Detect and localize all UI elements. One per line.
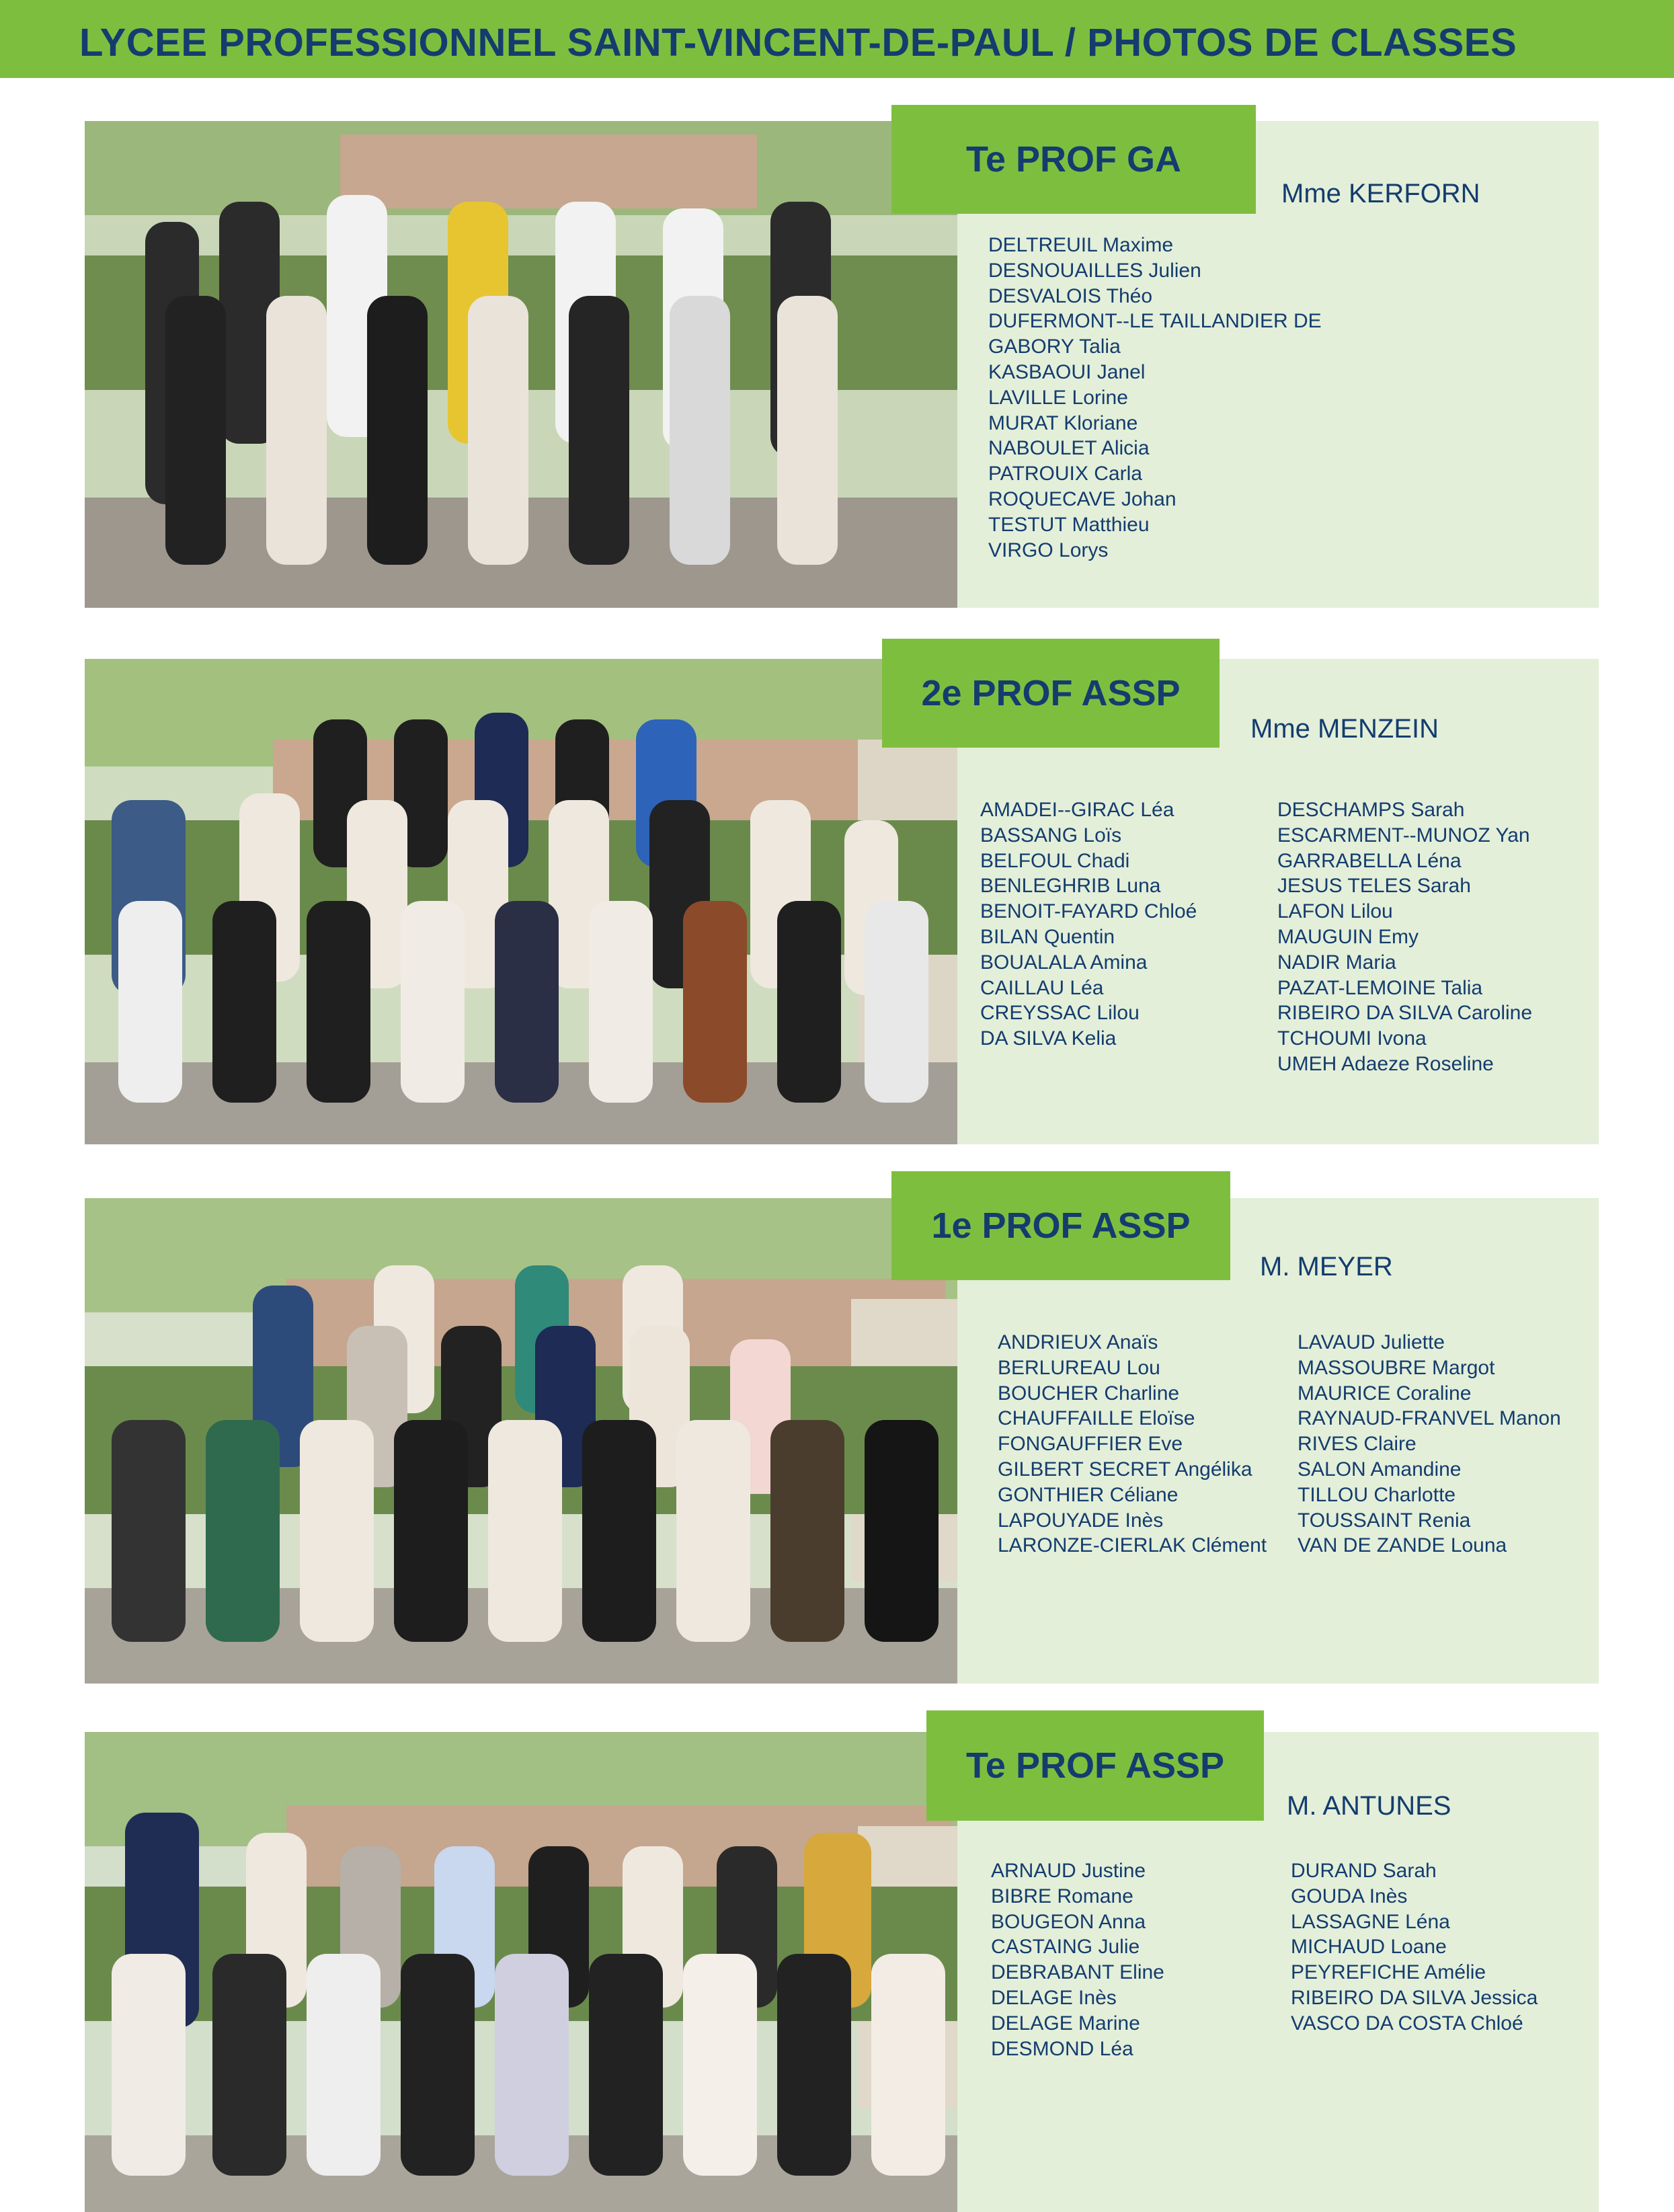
- class-section-1e-prof-assp: [0, 1198, 1674, 1684]
- student-name: MICHAUD Loane: [1291, 1936, 1447, 1959]
- class-group-photo-icon: [85, 121, 957, 608]
- student-name: LARONZE-CIERLAK Clément: [998, 1534, 1267, 1557]
- student-name: JESUS TELES Sarah: [1277, 875, 1471, 898]
- student-list-col1: [980, 797, 1197, 1052]
- class-label: 2e PROF ASSP: [882, 639, 1220, 748]
- student-name: RIBEIRO DA SILVA Jessica: [1291, 1986, 1538, 2009]
- student-name: LASSAGNE Léna: [1291, 1910, 1450, 1933]
- student-name: CAILLAU Léa: [980, 976, 1104, 999]
- student-name: GABORY Talia: [988, 335, 1121, 358]
- student-name: ANDRIEUX Anaïs: [998, 1331, 1158, 1353]
- class-photo: [85, 121, 957, 608]
- student-name: BERLUREAU Lou: [998, 1356, 1160, 1379]
- student-name: DEBRABANT Eline: [991, 1961, 1164, 1984]
- student-name: PEYREFICHE Amélie: [1291, 1961, 1486, 1984]
- class-photo: [85, 1198, 957, 1684]
- student-name: UMEH Adaeze Roseline: [1277, 1052, 1494, 1075]
- class-label: Te PROF GA: [891, 105, 1256, 214]
- student-name: PATROUIX Carla: [988, 463, 1142, 485]
- student-name: PAZAT-LEMOINE Talia: [1277, 976, 1483, 999]
- student-name: ESCARMENT--MUNOZ Yan: [1277, 824, 1530, 846]
- class-photo: [85, 659, 957, 1144]
- student-name: DESMOND Léa: [991, 2037, 1133, 2060]
- class-label: Te PROF ASSP: [926, 1710, 1264, 1821]
- student-name: CHAUFFAILLE Eloïse: [998, 1407, 1195, 1430]
- student-name: DA SILVA Kelia: [980, 1027, 1117, 1050]
- student-name: LAVAUD Juliette: [1298, 1331, 1445, 1353]
- class-group-photo-icon: [85, 1198, 957, 1684]
- student-list-col2: [1298, 1330, 1561, 1558]
- student-name: ROQUECAVE Johan: [988, 487, 1177, 510]
- teacher-name: Mme MENZEIN: [1250, 714, 1439, 744]
- student-name: GARRABELLA Léna: [1277, 849, 1462, 872]
- student-list-col2: [1291, 1858, 1538, 2037]
- student-name: DELAGE Marine: [991, 2012, 1140, 2035]
- student-name: SALON Amandine: [1298, 1458, 1462, 1480]
- teacher-name: M. ANTUNES: [1287, 1791, 1451, 1821]
- student-name: VASCO DA COSTA Chloé: [1291, 2012, 1523, 2035]
- student-name: GOUDA Inès: [1291, 1885, 1408, 1907]
- class-photo: [85, 1732, 957, 2212]
- teacher-name: Mme KERFORN: [1281, 179, 1480, 208]
- student-name: ARNAUD Justine: [991, 1860, 1146, 1882]
- student-name: TESTUT Matthieu: [988, 513, 1150, 536]
- student-name: BASSANG Loïs: [980, 824, 1122, 846]
- student-name: LAVILLE Lorine: [988, 386, 1128, 409]
- class-section-2e-prof-assp: [0, 659, 1674, 1144]
- student-name: BENOIT-FAYARD Chloé: [980, 900, 1197, 923]
- student-name: CASTAING Julie: [991, 1936, 1140, 1959]
- student-name: NADIR Maria: [1277, 951, 1396, 974]
- student-name: DUFERMONT--LE TAILLANDIER DE: [988, 310, 1322, 333]
- student-name: DESCHAMPS Sarah: [1277, 799, 1465, 821]
- student-name: MAURICE Coraline: [1298, 1382, 1472, 1405]
- student-name: VAN DE ZANDE Louna: [1298, 1534, 1507, 1557]
- student-name: RAYNAUD-FRANVEL Manon: [1298, 1407, 1561, 1430]
- class-section-te-prof-assp: [0, 1732, 1674, 2212]
- student-name: BOUGEON Anna: [991, 1910, 1146, 1933]
- student-name: BENLEGHRIB Luna: [980, 875, 1161, 898]
- student-name: LAFON Lilou: [1277, 900, 1393, 923]
- student-list-col2: [1277, 797, 1532, 1077]
- student-name: BOUALALA Amina: [980, 951, 1148, 974]
- student-name: MURAT Kloriane: [988, 411, 1138, 434]
- student-name: TCHOUMI Ivona: [1277, 1027, 1427, 1050]
- teacher-name: M. MEYER: [1260, 1252, 1393, 1281]
- student-name: BIBRE Romane: [991, 1885, 1133, 1907]
- class-label: 1e PROF ASSP: [891, 1171, 1230, 1280]
- class-group-photo-icon: [85, 1732, 957, 2212]
- class-group-photo-icon: [85, 659, 957, 1144]
- student-name: GILBERT SECRET Angélika: [998, 1458, 1252, 1480]
- student-name: GONTHIER Céliane: [998, 1483, 1179, 1506]
- student-list-col1: [998, 1330, 1267, 1558]
- student-list-col1: [988, 233, 1322, 563]
- student-name: NABOULET Alicia: [988, 437, 1150, 460]
- student-name: RIVES Claire: [1298, 1433, 1417, 1456]
- student-name: DESVALOIS Théo: [988, 284, 1153, 307]
- student-name: FONGAUFFIER Eve: [998, 1433, 1183, 1456]
- student-name: MAUGUIN Emy: [1277, 925, 1419, 948]
- student-name: DELTREUIL Maxime: [988, 234, 1174, 256]
- student-name: DELAGE Inès: [991, 1986, 1117, 2009]
- student-name: KASBAOUI Janel: [988, 360, 1146, 383]
- student-name: TILLOU Charlotte: [1298, 1483, 1456, 1506]
- class-section-te-prof-ga: [0, 121, 1674, 608]
- page-header-bar: [0, 0, 1674, 78]
- student-name: DURAND Sarah: [1291, 1860, 1437, 1882]
- student-name: DESNOUAILLES Julien: [988, 259, 1201, 282]
- student-name: BELFOUL Chadi: [980, 849, 1130, 872]
- student-name: VIRGO Lorys: [988, 539, 1109, 561]
- student-name: BOUCHER Charline: [998, 1382, 1180, 1405]
- student-name: LAPOUYADE Inès: [998, 1509, 1164, 1532]
- student-name: AMADEI--GIRAC Léa: [980, 799, 1174, 821]
- student-name: CREYSSAC Lilou: [980, 1002, 1140, 1025]
- page-title: LYCEE PROFESSIONNEL SAINT-VINCENT-DE-PAUL / PHOTOS DE CLASSES: [79, 21, 1517, 65]
- student-name: TOUSSAINT Renia: [1298, 1509, 1471, 1532]
- student-name: MASSOUBRE Margot: [1298, 1356, 1495, 1379]
- student-list-col1: [991, 1858, 1164, 2061]
- student-name: RIBEIRO DA SILVA Caroline: [1277, 1002, 1533, 1025]
- student-name: BILAN Quentin: [980, 925, 1115, 948]
